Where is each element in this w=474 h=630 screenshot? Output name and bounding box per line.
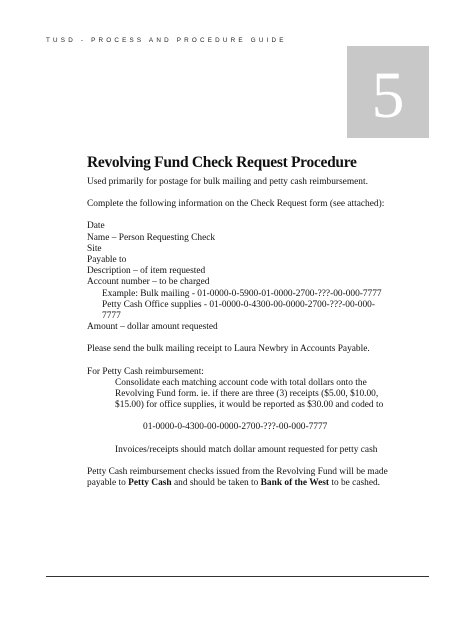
invoices-note bbox=[87, 445, 392, 456]
invoices-note-text: Invoices/receipts should match dollar amount requested for petty cash bbox=[115, 444, 378, 455]
example-petty-cash: Petty Cash Office supplies - 01-0000-0-4300-00-0000-2700-???-00-000-7777 bbox=[102, 299, 375, 322]
closing-prefix: Petty Cash reimbursement checks issued from the Revolving Fund will be made payable to bbox=[87, 466, 388, 489]
intro-paragraph: Used primarily for postage for bulk mailing and petty cash reimbursement. bbox=[87, 177, 368, 187]
closing-paragraph bbox=[87, 467, 392, 489]
field-item: Description – of item requested bbox=[87, 266, 206, 277]
petty-cash-account-code: 01-0000-0-4300-00-0000-2700-???-00-000-7777 bbox=[143, 422, 328, 433]
footer-divider bbox=[46, 576, 429, 577]
chapter-number: 5 bbox=[371, 59, 405, 132]
chapter-number-box bbox=[347, 46, 429, 138]
closing-middle: and should be taken to bbox=[171, 478, 261, 489]
page-title: Revolving Fund Check Request Procedure bbox=[87, 154, 357, 171]
petty-cash-detail: Consolidate each matching account code with total dollars onto the Revolving Fund form. ie. if there are three (3) receipts ($5.00, $10.00, $15.00) for office supplies, it would be reported as $30.00 and coded to bbox=[115, 377, 384, 411]
running-header: TUSD - PROCESS AND PROCEDURE GUIDE bbox=[46, 37, 287, 44]
bulk-receipt-paragraph: Please send the bulk mailing receipt to Laura Newbry in Accounts Payable. bbox=[87, 344, 370, 355]
payee-name: Petty Cash bbox=[128, 478, 172, 489]
field-item: Name – Person Requesting Check bbox=[87, 232, 216, 243]
petty-cash-heading: For Petty Cash reimbursement: bbox=[87, 366, 204, 377]
field-item-amount: Amount – dollar amount requested bbox=[87, 322, 218, 333]
closing-suffix: to be cashed. bbox=[329, 478, 381, 489]
field-item: Site bbox=[87, 243, 102, 254]
instruction-paragraph: Complete the following information on the Check Request form (see attached): bbox=[87, 199, 385, 210]
field-item: Date bbox=[87, 221, 105, 232]
example-bulk-mailing: Example: Bulk mailing - 01-0000-0-5900-01-0000-2700-???-00-000-7777 bbox=[102, 288, 382, 299]
document-body bbox=[87, 177, 392, 489]
field-item: Account number – to be charged bbox=[87, 277, 210, 288]
bank-name: Bank of the West bbox=[260, 478, 329, 489]
field-list bbox=[87, 221, 392, 333]
field-item: Payable to bbox=[87, 255, 127, 266]
